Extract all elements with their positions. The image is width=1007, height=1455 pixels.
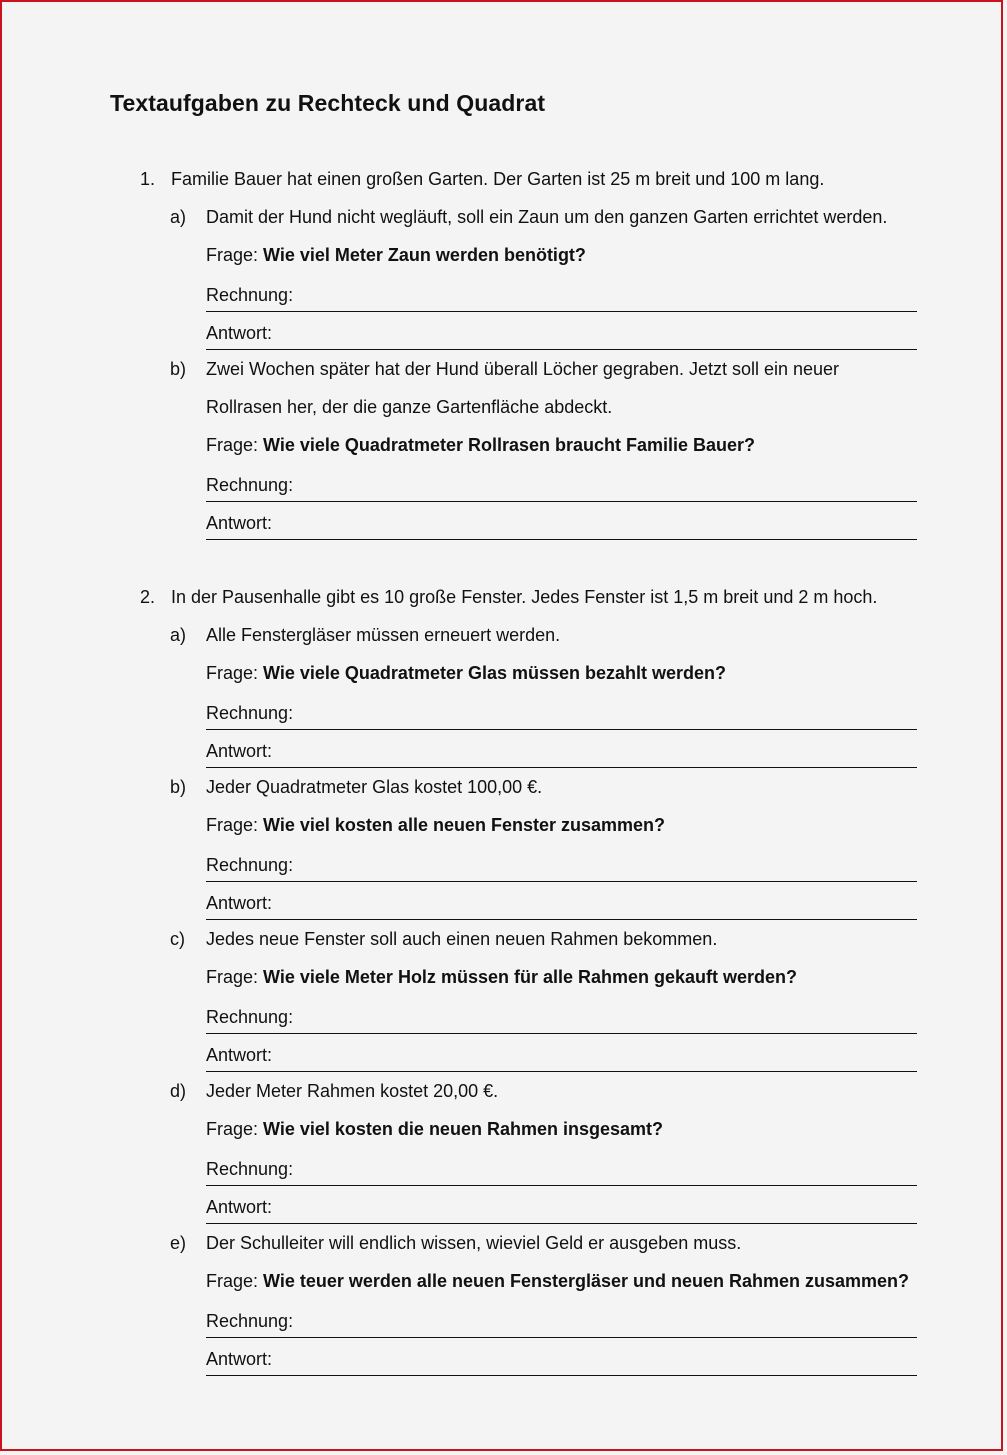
antwort-label: Antwort: — [206, 1349, 273, 1369]
question-label: Frage: — [206, 1271, 259, 1291]
task-number: 1. — [140, 169, 156, 189]
rechnung-line[interactable] — [206, 1148, 917, 1186]
part-letter: c) — [170, 929, 185, 949]
question-label: Frage: — [206, 245, 259, 265]
part-description: Zwei Wochen später hat der Hund überall Löcher gegraben. Jetzt soll ein neuer — [206, 359, 840, 379]
rechnung-label: Rechnung: — [206, 1159, 294, 1179]
question-text: Wie viele Quadratmeter Glas müssen bezahlt werden? — [263, 663, 727, 683]
antwort-line[interactable] — [206, 502, 917, 540]
question — [206, 958, 797, 996]
rechnung-label: Rechnung: — [206, 1007, 294, 1027]
rechnung-line[interactable] — [206, 844, 917, 882]
part-letter: b) — [170, 359, 187, 379]
antwort-label: Antwort: — [206, 1197, 273, 1217]
antwort-label: Antwort: — [206, 741, 273, 761]
part-description: Damit der Hund nicht wegläuft, soll ein Zaun um den ganzen Garten errichtet werden. — [206, 207, 888, 227]
part-description: Der Schulleiter will endlich wissen, wieviel Geld er ausgeben muss. — [206, 1233, 742, 1253]
part-description: Jeder Quadratmeter Glas kostet 100,00 €. — [206, 777, 543, 797]
part-letter: a) — [170, 207, 187, 227]
antwort-line[interactable] — [206, 1186, 917, 1224]
question-text: Wie viel Meter Zaun werden benötigt? — [263, 245, 586, 265]
question-label: Frage: — [206, 967, 259, 987]
task-text: In der Pausenhalle gibt es 10 große Fenster. Jedes Fenster ist 1,5 m breit und 2 m hoch. — [171, 587, 878, 607]
question-text: Wie viele Quadratmeter Rollrasen braucht Familie Bauer? — [263, 435, 756, 455]
task-1-heading — [140, 160, 824, 198]
part-letter: d) — [170, 1081, 187, 1101]
part-letter: e) — [170, 1233, 187, 1253]
rechnung-label: Rechnung: — [206, 855, 294, 875]
rechnung-label: Rechnung: — [206, 1311, 294, 1331]
part-description: Alle Fenstergläser müssen erneuert werden. — [206, 625, 561, 645]
question — [206, 426, 755, 464]
question-text: Wie viele Meter Holz müssen für alle Rahmen gekauft werden? — [263, 967, 798, 987]
question-label: Frage: — [206, 435, 259, 455]
part-letter: b) — [170, 777, 187, 797]
task-2-heading — [140, 578, 877, 616]
antwort-line[interactable] — [206, 882, 917, 920]
rechnung-label: Rechnung: — [206, 703, 294, 723]
part-description: Rollrasen her, der die ganze Gartenfläche abdeckt. — [206, 397, 613, 417]
question-label: Frage: — [206, 1119, 259, 1139]
question-text: Wie viel kosten alle neuen Fenster zusammen? — [263, 815, 666, 835]
question-text: Wie teuer werden alle neuen Fenstergläser und neuen Rahmen zusammen? — [263, 1271, 910, 1291]
antwort-line[interactable] — [206, 1338, 917, 1376]
antwort-label: Antwort: — [206, 323, 273, 343]
part-description: Jeder Meter Rahmen kostet 20,00 €. — [206, 1081, 499, 1101]
question-label: Frage: — [206, 663, 259, 683]
question — [206, 806, 665, 844]
rechnung-label: Rechnung: — [206, 475, 294, 495]
antwort-line[interactable] — [206, 312, 917, 350]
question — [206, 1110, 663, 1148]
part-description: Jedes neue Fenster soll auch einen neuen Rahmen bekommen. — [206, 929, 718, 949]
rechnung-label: Rechnung: — [206, 285, 294, 305]
part-letter: a) — [170, 625, 187, 645]
antwort-line[interactable] — [206, 1034, 917, 1072]
rechnung-line[interactable] — [206, 996, 917, 1034]
task-number: 2. — [140, 587, 156, 607]
antwort-line[interactable] — [206, 730, 917, 768]
rechnung-line[interactable] — [206, 1300, 917, 1338]
antwort-label: Antwort: — [206, 1045, 273, 1065]
rechnung-line[interactable] — [206, 464, 917, 502]
antwort-label: Antwort: — [206, 893, 273, 913]
question — [206, 1262, 909, 1300]
antwort-label: Antwort: — [206, 513, 273, 533]
task-text: Familie Bauer hat einen großen Garten. Der Garten ist 25 m breit und 100 m lang. — [171, 169, 825, 189]
question-label: Frage: — [206, 815, 259, 835]
rechnung-line[interactable] — [206, 692, 917, 730]
question — [206, 654, 726, 692]
question — [206, 236, 586, 274]
rechnung-line[interactable] — [206, 274, 917, 312]
page-title: Textaufgaben zu Rechteck und Quadrat — [110, 90, 546, 116]
question-text: Wie viel kosten die neuen Rahmen insgesamt? — [263, 1119, 663, 1139]
